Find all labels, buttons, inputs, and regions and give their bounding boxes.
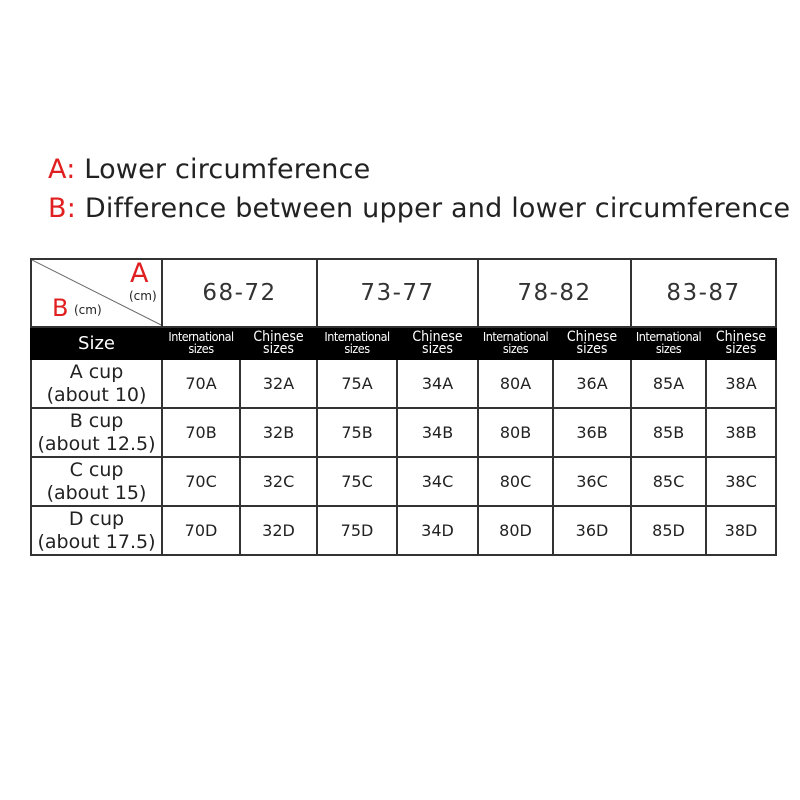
range-header: 83-87 xyxy=(631,259,776,327)
table-cell: 38D xyxy=(706,506,776,555)
table-cell: 32A xyxy=(240,359,317,408)
table-cell: 34B xyxy=(397,408,478,457)
table-cell: 32B xyxy=(240,408,317,457)
row-label-line2: (about 15) xyxy=(46,481,147,504)
table-cell: 85A xyxy=(631,359,706,408)
table-cell: 70D xyxy=(162,506,240,555)
col-header-line2: sizes xyxy=(576,341,608,357)
table-cell: 85D xyxy=(631,506,706,555)
col-header-chinese xyxy=(553,327,631,359)
range-header: 73-77 xyxy=(317,259,478,327)
corner-b-letter: B xyxy=(52,294,69,322)
legend-a-text: Lower circumference xyxy=(84,154,371,185)
table-cell: 34C xyxy=(397,457,478,506)
table-cell: 80B xyxy=(478,408,553,457)
table-cell: 70B xyxy=(162,408,240,457)
table-cell: 36B xyxy=(553,408,631,457)
col-header-line1: International xyxy=(482,329,549,344)
row-label-d-cup xyxy=(31,506,162,555)
row-label-line1: C cup xyxy=(69,458,124,481)
col-header-chinese xyxy=(240,327,317,359)
table-cell: 75C xyxy=(317,457,397,506)
col-header-chinese xyxy=(397,327,478,359)
col-header-international xyxy=(162,327,240,359)
table-cell: 36A xyxy=(553,359,631,408)
range-header-row xyxy=(31,259,776,327)
size-header: Size xyxy=(31,327,162,359)
table-cell: 70A xyxy=(162,359,240,408)
table-row xyxy=(31,457,776,506)
row-label-c-cup xyxy=(31,457,162,506)
table-cell: 36C xyxy=(553,457,631,506)
table-row xyxy=(31,408,776,457)
corner-cell xyxy=(31,259,162,327)
row-label-a-cup xyxy=(31,359,162,408)
row-label-line1: B cup xyxy=(69,409,124,432)
corner-b-unit: (cm) xyxy=(74,303,102,317)
col-header-line2: sizes xyxy=(344,341,370,356)
corner-a-unit: (cm) xyxy=(129,289,157,303)
table-cell: 80C xyxy=(478,457,553,506)
range-header: 68-72 xyxy=(162,259,317,327)
col-header-international xyxy=(478,327,553,359)
col-header-line2: sizes xyxy=(188,341,214,356)
col-header-line2: sizes xyxy=(263,341,294,357)
col-header-line2: sizes xyxy=(422,341,453,357)
col-header-line1: Chinese xyxy=(253,329,304,345)
col-header-line2: sizes xyxy=(502,341,529,356)
table-cell: 75A xyxy=(317,359,397,408)
legend-lower-circumference xyxy=(48,154,370,185)
corner-a-letter: A xyxy=(130,260,149,289)
legend-circumference-difference xyxy=(48,193,790,224)
row-label-line2: (about 17.5) xyxy=(37,530,156,553)
table-cell: 34D xyxy=(397,506,478,555)
row-label-line2: (about 12.5) xyxy=(37,432,156,455)
table-cell: 80A xyxy=(478,359,553,408)
table-row xyxy=(31,359,776,408)
legend-a-key: A: xyxy=(48,154,76,185)
table-cell: 38B xyxy=(706,408,776,457)
size-chart-table xyxy=(30,258,777,556)
table-row xyxy=(31,506,776,555)
row-label-b-cup xyxy=(31,408,162,457)
table-cell: 75D xyxy=(317,506,397,555)
col-header-international xyxy=(631,327,706,359)
col-header-line2: sizes xyxy=(725,341,757,357)
col-header-chinese xyxy=(706,327,776,359)
table-cell: 38A xyxy=(706,359,776,408)
table-cell: 85C xyxy=(631,457,706,506)
legend-b-key: B: xyxy=(48,193,77,224)
row-label-line1: D cup xyxy=(68,507,125,530)
table-cell: 75B xyxy=(317,408,397,457)
table-cell: 70C xyxy=(162,457,240,506)
col-header-line1: Chinese xyxy=(715,329,767,345)
table-cell: 32D xyxy=(240,506,317,555)
table-cell: 38C xyxy=(706,457,776,506)
table-cell: 36D xyxy=(553,506,631,555)
col-header-international xyxy=(317,327,397,359)
col-header-line2: sizes xyxy=(655,341,682,356)
col-header-line1: International xyxy=(168,329,234,344)
col-header-line1: Chinese xyxy=(566,329,618,345)
row-label-line1: A cup xyxy=(69,360,124,383)
col-header-line1: International xyxy=(324,329,390,344)
table-cell: 32C xyxy=(240,457,317,506)
table-cell: 34A xyxy=(397,359,478,408)
col-header-line1: International xyxy=(635,329,702,344)
table-cell: 80D xyxy=(478,506,553,555)
column-header-row xyxy=(31,327,776,359)
table-cell: 85B xyxy=(631,408,706,457)
legend-b-text: Difference between upper and lower circumference xyxy=(84,193,791,224)
range-header: 78-82 xyxy=(478,259,631,327)
col-header-line1: Chinese xyxy=(412,329,463,345)
row-label-line2: (about 10) xyxy=(46,383,147,406)
